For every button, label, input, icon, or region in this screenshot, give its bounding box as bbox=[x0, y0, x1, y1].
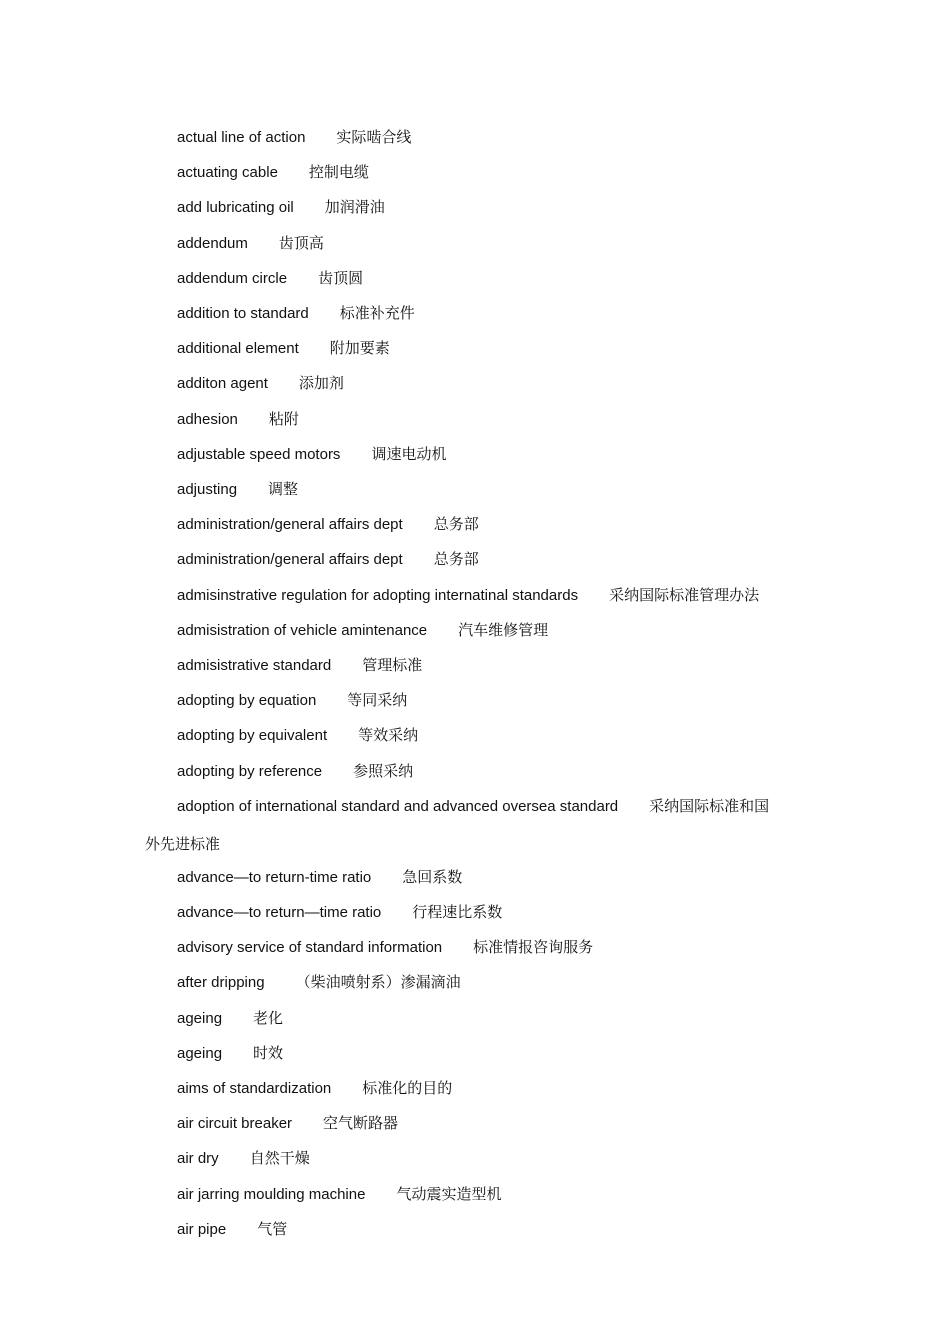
chinese-term: 调整 bbox=[268, 480, 299, 499]
chinese-term: 汽车维修管理 bbox=[458, 620, 549, 639]
chinese-term: 控制电缆 bbox=[308, 163, 369, 182]
english-term: ageing bbox=[177, 1044, 223, 1062]
chinese-term: 气动震实造型机 bbox=[396, 1184, 502, 1203]
english-term: actuating cable bbox=[177, 164, 278, 182]
glossary-entry bbox=[145, 402, 815, 437]
glossary-entry bbox=[145, 1141, 815, 1176]
english-term: add lubricating oil bbox=[177, 199, 294, 217]
glossary-entry bbox=[145, 683, 815, 718]
glossary-entry bbox=[145, 296, 815, 331]
chinese-term: 等效采纳 bbox=[358, 726, 419, 745]
glossary-entry bbox=[145, 331, 815, 366]
chinese-term: 齿顶高 bbox=[278, 233, 324, 252]
glossary-list bbox=[145, 120, 815, 1247]
english-term: adoption of international standard and advanced oversea standard bbox=[177, 797, 619, 815]
chinese-term: 调速电动机 bbox=[371, 444, 447, 463]
chinese-term: （柴油喷射系）渗漏滴油 bbox=[295, 973, 461, 992]
chinese-term: 采纳国际标准和国 bbox=[649, 796, 770, 815]
glossary-entry bbox=[145, 1177, 815, 1212]
glossary-entry bbox=[145, 1071, 815, 1106]
chinese-term: 自然干燥 bbox=[249, 1149, 310, 1168]
glossary-entry bbox=[145, 930, 815, 965]
english-term: aims of standardization bbox=[177, 1080, 332, 1098]
english-term: additional element bbox=[177, 340, 299, 358]
english-term: actual line of action bbox=[177, 129, 306, 146]
chinese-term: 齿顶圆 bbox=[318, 268, 364, 287]
chinese-term: 附加要素 bbox=[329, 339, 390, 358]
glossary-entry bbox=[145, 578, 815, 613]
english-term: advance—to return-time ratio bbox=[177, 868, 372, 886]
chinese-term: 急回系数 bbox=[402, 867, 463, 886]
english-term: adhesion bbox=[177, 410, 238, 428]
english-term: advance—to return—time ratio bbox=[177, 904, 382, 922]
glossary-entry bbox=[145, 789, 815, 860]
chinese-term: 气管 bbox=[257, 1219, 288, 1238]
english-term: admisistration of vehicle amintenance bbox=[177, 621, 428, 639]
english-term: administration/general affairs dept bbox=[177, 516, 403, 534]
chinese-term: 添加剂 bbox=[298, 374, 344, 393]
glossary-entry bbox=[145, 190, 815, 225]
english-term: addendum bbox=[177, 234, 248, 252]
glossary-entry bbox=[145, 507, 815, 542]
chinese-term: 标准补充件 bbox=[339, 304, 415, 323]
glossary-entry bbox=[145, 1036, 815, 1071]
english-term: adopting by equivalent bbox=[177, 727, 328, 745]
english-term: admisinstrative regulation for adopting internatinal standards bbox=[177, 586, 579, 604]
glossary-entry bbox=[145, 1001, 815, 1036]
chinese-term: 参照采纳 bbox=[353, 761, 414, 780]
chinese-term: 标准化的目的 bbox=[362, 1079, 453, 1098]
english-term: adopting by reference bbox=[177, 762, 323, 780]
chinese-term: 老化 bbox=[253, 1008, 284, 1027]
glossary-entry bbox=[145, 718, 815, 753]
english-term: after dripping bbox=[177, 974, 265, 992]
english-term: air pipe bbox=[177, 1220, 227, 1238]
chinese-term: 等同采纳 bbox=[347, 691, 408, 710]
glossary-entry bbox=[145, 120, 815, 155]
english-term: ageing bbox=[177, 1009, 223, 1027]
glossary-entry bbox=[145, 965, 815, 1000]
english-term: addition to standard bbox=[177, 305, 309, 323]
english-term: administration/general affairs dept bbox=[177, 551, 403, 569]
glossary-entry bbox=[145, 472, 815, 507]
english-term: adopting by equation bbox=[177, 692, 317, 710]
chinese-term: 采纳国际标准管理办法 bbox=[609, 585, 760, 604]
chinese-term: 实际啮合线 bbox=[336, 128, 412, 146]
glossary-entry bbox=[145, 895, 815, 930]
glossary-entry bbox=[145, 366, 815, 401]
chinese-term: 管理标准 bbox=[362, 656, 423, 675]
english-term: adjustable speed motors bbox=[177, 445, 341, 463]
glossary-entry bbox=[145, 226, 815, 261]
chinese-term: 行程速比系数 bbox=[412, 903, 503, 922]
chinese-term: 标准情报咨询服务 bbox=[473, 938, 594, 957]
english-term: advisory service of standard information bbox=[177, 939, 443, 957]
chinese-term: 总务部 bbox=[433, 515, 479, 534]
glossary-entry bbox=[145, 1106, 815, 1141]
chinese-term: 时效 bbox=[253, 1043, 284, 1062]
english-term: admisistrative standard bbox=[177, 657, 332, 675]
glossary-entry bbox=[145, 437, 815, 472]
chinese-term-continuation: 外先进标准 bbox=[145, 834, 221, 853]
chinese-term: 空气断路器 bbox=[323, 1114, 399, 1133]
glossary-entry bbox=[145, 754, 815, 789]
glossary-entry bbox=[145, 1212, 815, 1247]
english-term: additon agent bbox=[177, 375, 268, 393]
english-term: air dry bbox=[177, 1150, 219, 1168]
glossary-entry bbox=[145, 860, 815, 895]
english-term: air circuit breaker bbox=[177, 1115, 293, 1133]
glossary-entry bbox=[145, 261, 815, 296]
glossary-entry bbox=[145, 542, 815, 577]
glossary-entry bbox=[145, 613, 815, 648]
glossary-entry bbox=[145, 155, 815, 190]
english-term: addendum circle bbox=[177, 269, 288, 287]
english-term: adjusting bbox=[177, 481, 238, 499]
chinese-term: 加润滑油 bbox=[324, 198, 385, 217]
chinese-term: 总务部 bbox=[433, 550, 479, 569]
chinese-term: 粘附 bbox=[268, 409, 299, 428]
glossary-entry bbox=[145, 648, 815, 683]
english-term: air jarring moulding machine bbox=[177, 1185, 366, 1203]
